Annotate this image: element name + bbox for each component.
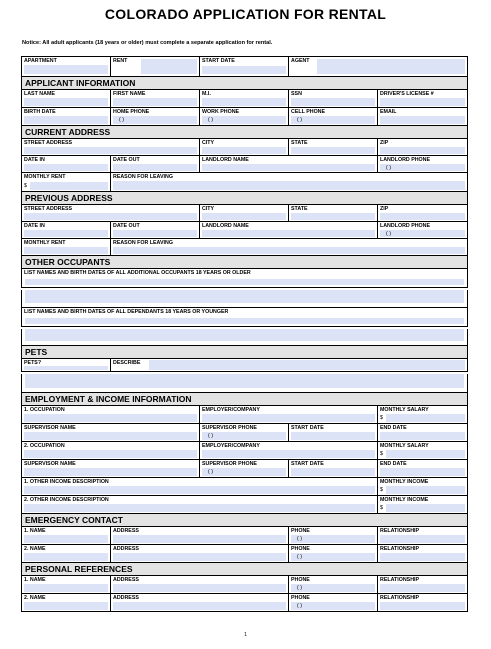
other-income-1-monthly-field[interactable]: MONTHLY INCOME $ — [378, 478, 467, 495]
occupants-adults-label: LIST NAMES AND BIRTH DATES OF ALL ADDITIONAL OCCUPANTS 18 YEARS OR OLDER — [24, 270, 251, 276]
section-emergency-contact: EMERGENCY CONTACT — [21, 514, 468, 527]
pets-row — [21, 359, 468, 372]
current-date-in-field[interactable]: DATE IN — [22, 156, 111, 172]
employment-occupation-1-row — [21, 406, 468, 424]
emergency-contact-1-row — [21, 527, 468, 545]
reference-2-address-field[interactable]: ADDRESS — [111, 594, 289, 611]
current-landlord-name-field[interactable]: LANDLORD NAME — [200, 156, 378, 172]
supervisor-name-1-field[interactable]: SUPERVISOR NAME — [22, 424, 200, 441]
previous-address-row-3 — [21, 239, 468, 256]
occupants-adults-line-2[interactable] — [21, 290, 468, 308]
emergency-2-name-field[interactable]: 2. NAME — [22, 545, 111, 562]
occupation-2-field[interactable]: 2. OCCUPATION — [22, 442, 200, 459]
first-name-field[interactable]: FIRST NAME — [111, 90, 200, 107]
current-street-field[interactable]: STREET ADDRESS — [22, 139, 200, 155]
supervisor-phone-2-field[interactable]: SUPERVISOR PHONE ( ) — [200, 460, 289, 477]
pets-extra-line[interactable] — [21, 374, 468, 393]
rent-field[interactable]: RENT — [111, 57, 200, 76]
top-row — [21, 57, 468, 77]
occupants-adults-label-row — [21, 269, 468, 279]
drivers-license-field[interactable]: DRIVER'S LICENSE # — [378, 90, 467, 107]
section-pets: PETS — [21, 346, 468, 359]
notice-text: Notice: All adult applicants (18 years or older) must complete a separate application for rental. — [22, 40, 273, 46]
reference-2-name-field[interactable]: 2. NAME — [22, 594, 111, 611]
current-address-row-2 — [21, 156, 468, 173]
rental-application-form — [21, 56, 468, 612]
previous-landlord-phone-field[interactable]: LANDLORD PHONE ( ) — [378, 222, 467, 238]
pets-yes-no-field[interactable]: PETS? — [22, 359, 111, 371]
birth-date-field[interactable]: BIRTH DATE — [22, 108, 111, 125]
previous-state-field[interactable]: STATE — [289, 205, 378, 221]
emergency-2-relationship-field[interactable]: RELATIONSHIP — [378, 545, 467, 562]
employer-2-field[interactable]: EMPLOYER/COMPANY — [200, 442, 378, 459]
occupants-dependants-line-2[interactable] — [21, 329, 468, 346]
current-address-row-3 — [21, 173, 468, 192]
previous-zip-field[interactable]: ZIP — [378, 205, 467, 221]
reference-2-phone-field[interactable]: PHONE ( ) — [289, 594, 378, 611]
previous-address-row-2 — [21, 222, 468, 239]
employer-1-field[interactable]: EMPLOYER/COMPANY — [200, 406, 378, 423]
reference-1-phone-field[interactable]: PHONE ( ) — [289, 576, 378, 593]
last-name-field[interactable]: LAST NAME — [22, 90, 111, 107]
occupants-dependants-line-1[interactable] — [21, 318, 468, 327]
reference-1-address-field[interactable]: ADDRESS — [111, 576, 289, 593]
work-phone-field[interactable]: WORK PHONE ( ) — [200, 108, 289, 125]
employment-occupation-2-row — [21, 442, 468, 460]
current-reason-leaving-field[interactable]: REASON FOR LEAVING — [111, 173, 467, 191]
occupants-dependants-label-row — [21, 308, 468, 318]
page-number: 1 — [244, 632, 247, 638]
section-employment-income: EMPLOYMENT & INCOME INFORMATION — [21, 393, 468, 406]
emergency-2-address-field[interactable]: ADDRESS — [111, 545, 289, 562]
reference-1-row — [21, 576, 468, 594]
section-applicant-information: APPLICANT INFORMATION — [21, 77, 468, 90]
current-city-field[interactable]: CITY — [200, 139, 289, 155]
applicant-row-1 — [21, 90, 468, 108]
apartment-field[interactable]: APARTMENT — [22, 57, 111, 76]
end-date-2-field[interactable]: END DATE — [378, 460, 467, 477]
end-date-1-field[interactable]: END DATE — [378, 424, 467, 441]
current-landlord-phone-field[interactable]: LANDLORD PHONE ( ) — [378, 156, 467, 172]
previous-city-field[interactable]: CITY — [200, 205, 289, 221]
employment-supervisor-1-row — [21, 424, 468, 442]
current-monthly-rent-field[interactable]: MONTHLY RENT $ — [22, 173, 111, 191]
start-date-2-field[interactable]: START DATE — [289, 460, 378, 477]
agent-field[interactable]: AGENT — [289, 57, 467, 76]
emergency-1-relationship-field[interactable]: RELATIONSHIP — [378, 527, 467, 544]
previous-address-row-1 — [21, 205, 468, 222]
emergency-1-address-field[interactable]: ADDRESS — [111, 527, 289, 544]
reference-1-name-field[interactable]: 1. NAME — [22, 576, 111, 593]
pets-describe-field[interactable]: DESCRIBE — [111, 359, 467, 371]
previous-date-in-field[interactable]: DATE IN — [22, 222, 111, 238]
current-zip-field[interactable]: ZIP — [378, 139, 467, 155]
current-date-out-field[interactable]: DATE OUT — [111, 156, 200, 172]
previous-monthly-rent-field[interactable]: MONTHLY RENT — [22, 239, 111, 255]
other-income-1-description-field[interactable]: 1. OTHER INCOME DESCRIPTION — [22, 478, 378, 495]
other-income-1-row — [21, 478, 468, 496]
occupants-adults-line-1[interactable] — [21, 279, 468, 288]
reference-2-row — [21, 594, 468, 612]
start-date-field[interactable]: START DATE — [200, 57, 289, 76]
section-other-occupants: OTHER OCCUPANTS — [21, 256, 468, 269]
home-phone-field[interactable]: HOME PHONE ( ) — [111, 108, 200, 125]
emergency-contact-2-row — [21, 545, 468, 563]
previous-date-out-field[interactable]: DATE OUT — [111, 222, 200, 238]
previous-street-field[interactable]: STREET ADDRESS — [22, 205, 200, 221]
section-previous-address: PREVIOUS ADDRESS — [21, 192, 468, 205]
other-income-2-monthly-field[interactable]: MONTHLY INCOME $ — [378, 496, 467, 513]
previous-reason-leaving-field[interactable]: REASON FOR LEAVING — [111, 239, 467, 255]
applicant-row-2 — [21, 108, 468, 126]
other-income-2-description-field[interactable]: 2. OTHER INCOME DESCRIPTION — [22, 496, 378, 513]
emergency-1-name-field[interactable]: 1. NAME — [22, 527, 111, 544]
section-current-address: CURRENT ADDRESS — [21, 126, 468, 139]
monthly-salary-2-field[interactable]: MONTHLY SALARY $ — [378, 442, 467, 459]
ssn-field[interactable]: SSN — [289, 90, 378, 107]
other-income-2-row — [21, 496, 468, 514]
occupation-1-field[interactable]: 1. OCCUPATION — [22, 406, 200, 423]
current-state-field[interactable]: STATE — [289, 139, 378, 155]
section-personal-references: PERSONAL REFERENCES — [21, 563, 468, 576]
employment-supervisor-2-row — [21, 460, 468, 478]
monthly-salary-1-field[interactable]: MONTHLY SALARY $ — [378, 406, 467, 423]
occupants-dependants-label: LIST NAMES AND BIRTH DATES OF ALL DEPENDANTS 18 YEARS OR YOUNGER — [24, 309, 229, 315]
emergency-1-phone-field[interactable]: PHONE ( ) — [289, 527, 378, 544]
current-address-row-1 — [21, 139, 468, 156]
email-field[interactable]: EMAIL — [378, 108, 467, 125]
supervisor-name-2-field[interactable]: SUPERVISOR NAME — [22, 460, 200, 477]
start-date-1-field[interactable]: START DATE — [289, 424, 378, 441]
cell-phone-field[interactable]: CELL PHONE ( ) — [289, 108, 378, 125]
form-title: COLORADO APPLICATION FOR RENTAL — [104, 6, 387, 22]
reference-1-relationship-field[interactable]: RELATIONSHIP — [378, 576, 467, 593]
emergency-2-phone-field[interactable]: PHONE ( ) — [289, 545, 378, 562]
previous-landlord-name-field[interactable]: LANDLORD NAME — [200, 222, 378, 238]
mi-field[interactable]: M.I. — [200, 90, 289, 107]
reference-2-relationship-field[interactable]: RELATIONSHIP — [378, 594, 467, 611]
supervisor-phone-1-field[interactable]: SUPERVISOR PHONE ( ) — [200, 424, 289, 441]
